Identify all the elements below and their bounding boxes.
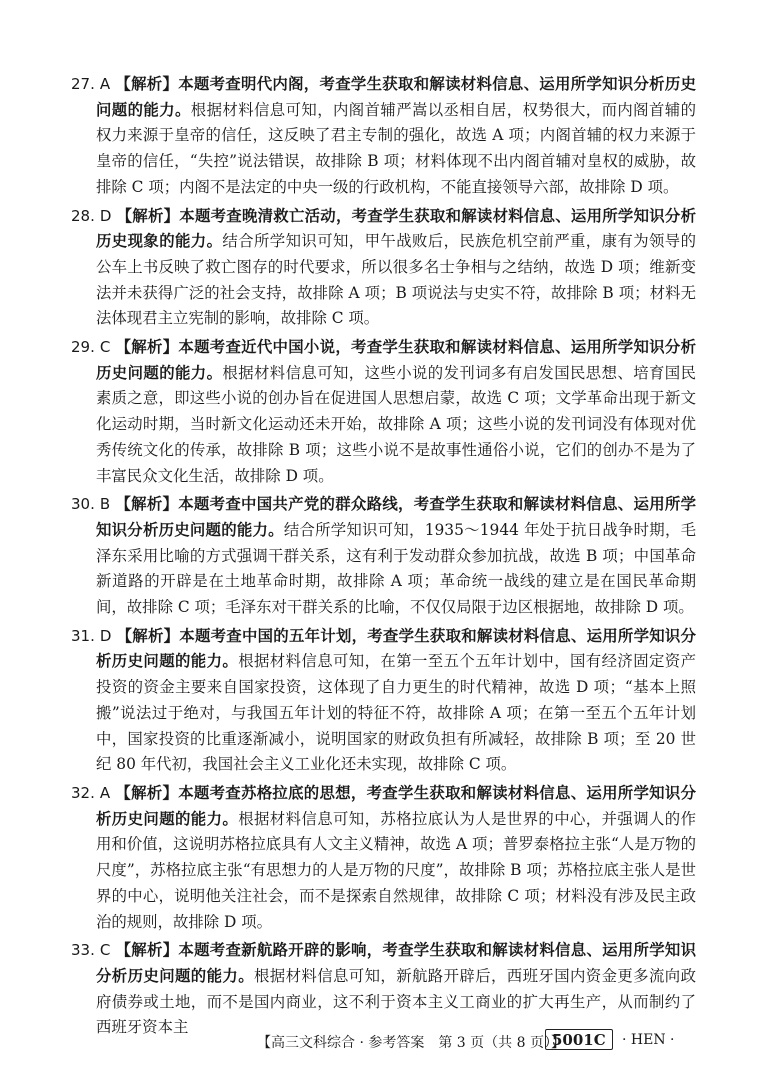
question-number: 32. A: [71, 783, 111, 802]
question-number: 27. A: [71, 75, 111, 93]
region-code: · HEN ·: [622, 1032, 675, 1048]
question-text: [71, 938, 696, 1041]
question-number: 30. B: [71, 495, 111, 514]
question-text: [71, 781, 696, 935]
question-33: [71, 938, 696, 1041]
question-27: [71, 72, 696, 201]
question-text: [71, 492, 696, 621]
question-29: [71, 335, 696, 489]
answer-page: [71, 72, 696, 1044]
analysis-heading: 【解析】本题考查中国共产党的群众路线，考查学生获取和解读材料信息、运用所学知识分析历史问题的能力。: [96, 495, 696, 539]
analysis-heading: 【解析】本题考查新航路开辟的影响，考查学生获取和解读材料信息、运用所学知识分析历史问题的能力。: [96, 941, 696, 985]
question-text: [71, 204, 696, 333]
analysis-heading: 【解析】本题考查晚清救亡活动，考查学生获取和解读材料信息、运用所学知识分析历史现象的能力。: [96, 206, 696, 251]
question-30: [71, 492, 696, 621]
question-32: [71, 781, 696, 935]
analysis-heading: 【解析】本题考查明代内阁，考查学生获取和解读材料信息、运用所学知识分析历史问题的能力。: [96, 75, 696, 119]
analysis-heading: 【解析】本题考查近代中国小说，考查学生获取和解读材料信息、运用所学知识分析历史问题的能力。: [96, 338, 696, 382]
analysis-body: 结合所学知识可知，甲午战败后，民族危机空前严重，康有为领导的公车上书反映了救亡图存的时代要求，所以很多名士争相与之结纳，故选 D 项；维新变法并未获得广泛的社会支持，故排除 A 项；B 项说法与史实不符，故排除 B 项；材料无法体现君主立宪制的影响，故排除 C 项。: [96, 232, 696, 328]
paper-code-badge: 5001C: [545, 1029, 613, 1050]
page-footer: [0, 1030, 764, 1054]
question-number: 31. D: [71, 626, 112, 645]
analysis-body: 根据材料信息可知，在第一至五个五年计划中，国有经济固定资产投资的资金主要来自国家投资，这体现了自力更生的时代精神，故选 D 项；“基本上照搬”说法过于绝对，与我国五年计划的特征不符，故排除 A 项；在第一至五个五年计划中，国家投资的比重逐渐减小，说明国家的财政负担有所减轻，故排除 B 项；至 20 世纪 80 年代初，我国社会主义工业化还未实现，故排除 C 项。: [96, 652, 696, 774]
analysis-heading: 【解析】本题考查中国的五年计划，考查学生获取和解读材料信息、运用所学知识分析历史问题的能力。: [96, 626, 696, 671]
question-text: [71, 624, 696, 778]
question-text: [71, 335, 696, 489]
footer-title: 【高三文科综合 · 参考答案 第 3 页（共 8 页）】: [257, 1035, 565, 1051]
analysis-body: 结合所学知识可知，1935～1944 年处于抗日战争时期，毛泽东采用比喻的方式强调干群关系，这有利于发动群众参加抗战，故选 B 项；中国革命新道路的开辟是在土地革命时期，故排除 A 项；革命统一战线的建立是在国民革命期间，故排除 C 项；毛泽东对干群关系的比喻，不仅仅局限于边区根据地，故排除 D 项。: [96, 520, 696, 617]
question-number: 33. C: [71, 941, 111, 960]
analysis-body: 根据材料信息可知，苏格拉底认为人是世界的中心，并强调人的作用和价值，这说明苏格拉底具有人文主义精神，故选 A 项；普罗泰格拉主张“人是万物的尺度”，苏格拉底主张“有思想力的人是万物的尺度”，故排除 B 项；苏格拉底主张人是世界的中心，说明他关注社会，而不是探索自然规律，故排除 C 项；材料没有涉及民主政治的规则，故排除 D 项。: [96, 809, 696, 931]
question-number: 29. C: [71, 338, 111, 357]
analysis-body: 根据材料信息可知，新航路开辟后，西班牙国内资金更多流向政府债券或土地，而不是国内商业，这不利于资本主义工商业的扩大再生产，从而制约了西班牙资本主: [96, 966, 696, 1037]
analysis-body: 根据材料信息可知，内阁首辅严嵩以丞相自居，权势很大，而内阁首辅的权力来源于皇帝的信任，这反映了君主专制的强化，故选 A 项；内阁首辅的权力来源于皇帝的信任，“失控”说法错误，故排除 B 项；材料体现不出内阁首辅对皇权的威胁，故排除 C 项；内阁不是法定的中央一级的行政机构，不能直接领导六部，故排除 D 项。: [96, 100, 696, 196]
analysis-body: 根据材料信息可知，这些小说的发刊词多有启发国民思想、培育国民素质之意，即这些小说的创办旨在促进国人思想启蒙，故选 C 项；文学革命出现于新文化运动时期，当时新文化运动还未开始，故排除 A 项；这些小说的发刊词没有体现对优秀传统文化的传承，故排除 B 项；这些小说不是故事性通俗小说，它们的创办不是为了丰富民众文化生活，故排除 D 项。: [96, 363, 696, 485]
question-text: [71, 72, 696, 201]
question-31: [71, 624, 696, 778]
analysis-heading: 【解析】本题考查苏格拉底的思想，考查学生获取和解读材料信息、运用所学知识分析历史问题的能力。: [96, 783, 696, 828]
question-number: 28. D: [71, 206, 112, 225]
question-28: [71, 204, 696, 333]
